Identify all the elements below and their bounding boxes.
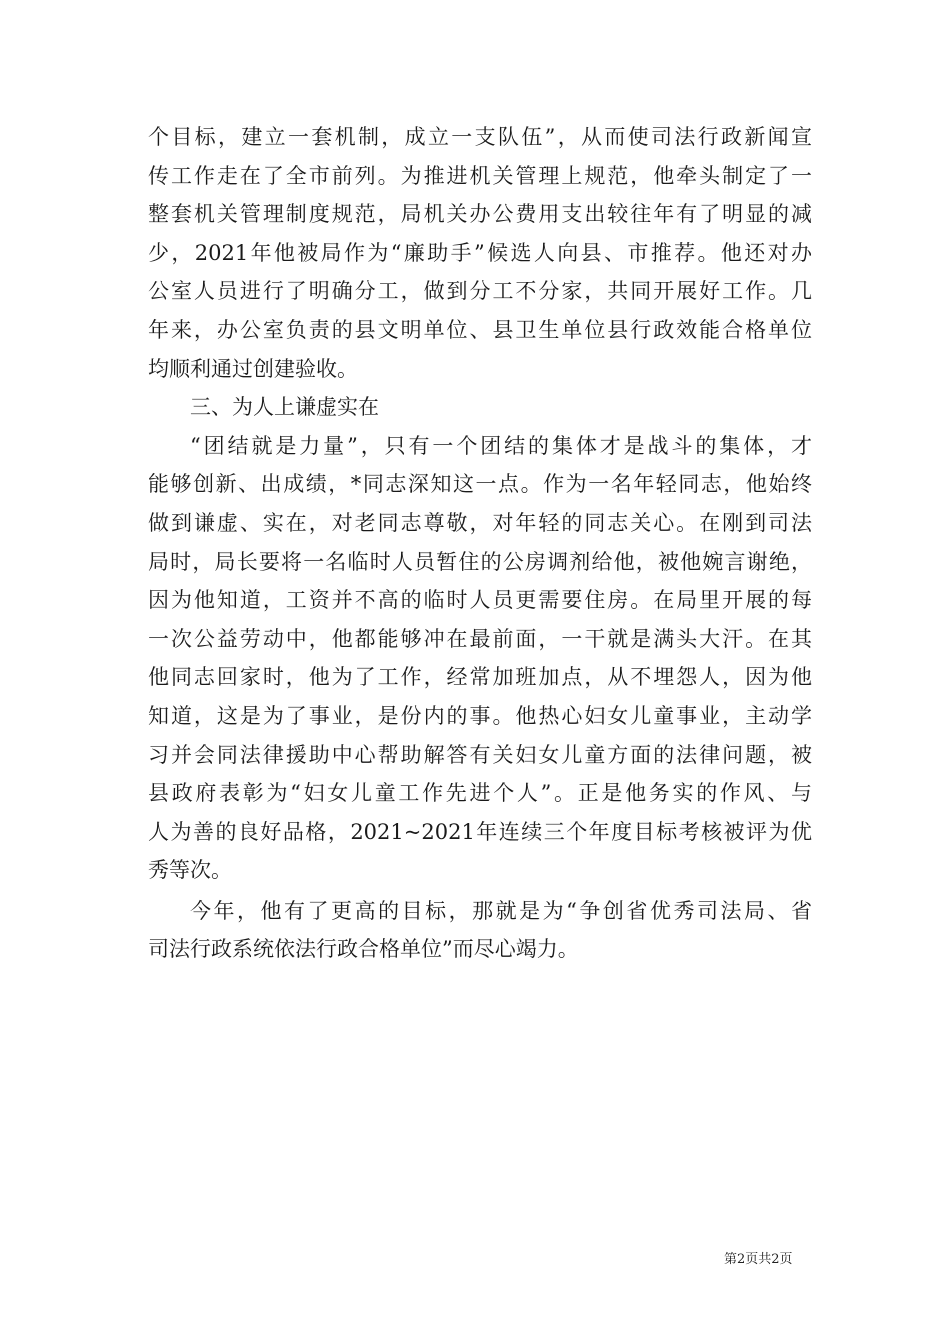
paragraph-line: “团结就是力量”，只有一个团结的集体才是战斗的集体，才: [190, 433, 812, 458]
paragraph-3: [148, 892, 812, 969]
paragraph-1: [148, 118, 812, 388]
paragraph-line: 能够创新、出成绩，*同志深知这一点。作为一名年轻同志，他始终: [148, 472, 812, 497]
paragraph-line: 秀等次。: [148, 858, 232, 883]
paragraph-line: 习并会同法律援助中心帮助解答有关妇女儿童方面的法律问题，被: [148, 742, 812, 767]
paragraph-line: 局时，局长要将一名临时人员暂住的公房调剂给他，被他婉言谢绝，: [148, 549, 812, 574]
paragraph-line: 他同志回家时，他为了工作，经常加班加点，从不埋怨人，因为他: [148, 665, 812, 690]
paragraph-line: 年来，办公室负责的县文明单位、县卫生单位县行政效能合格单位: [148, 317, 812, 342]
paragraph-line: 司法行政系统依法行政合格单位”而尽心竭力。: [148, 937, 579, 962]
paragraph-line: 少，2021年他被局作为“廉助手”候选人向县、市推荐。他还对办: [148, 240, 812, 265]
paragraph-2: [148, 427, 812, 890]
paragraph-line: 传工作走在了全市前列。为推进机关管理上规范，他牵头制定了一: [148, 163, 812, 188]
paragraph-line: 人为善的良好品格，2021~2021年连续三个年度目标考核被评为优: [148, 819, 812, 844]
section-heading: 三、为人上谦虚实在: [190, 395, 379, 420]
paragraph-line: 均顺利通过创建验收。: [148, 356, 358, 381]
page-number: 第2页共2页: [724, 1252, 793, 1267]
body-text: [148, 118, 812, 969]
paragraph-line: 一次公益劳动中，他都能够冲在最前面，一干就是满头大汗。在其: [148, 626, 812, 651]
paragraph-line: 知道，这是为了事业，是份内的事。他热心妇女儿童事业，主动学: [148, 703, 812, 728]
paragraph-line: 公室人员进行了明确分工，做到分工不分家，共同开展好工作。几: [148, 279, 812, 304]
paragraph-line: 因为他知道，工资并不高的临时人员更需要住房。在局里开展的每: [148, 588, 812, 613]
paragraph-line: 个目标，建立一套机制，成立一支队伍”，从而使司法行政新闻宣: [148, 125, 812, 149]
paragraph-line: 今年，他有了更高的目标，那就是为“争创省优秀司法局、省: [190, 898, 812, 923]
paragraph-line: 做到谦虚、实在，对老同志尊敬，对年轻的同志关心。在刚到司法: [148, 510, 812, 535]
paragraph-line: 整套机关管理制度规范，局机关办公费用支出较往年有了明显的减: [148, 202, 812, 227]
paragraph-line: 县政府表彰为“妇女儿童工作先进个人”。正是他务实的作风、与: [148, 781, 812, 806]
